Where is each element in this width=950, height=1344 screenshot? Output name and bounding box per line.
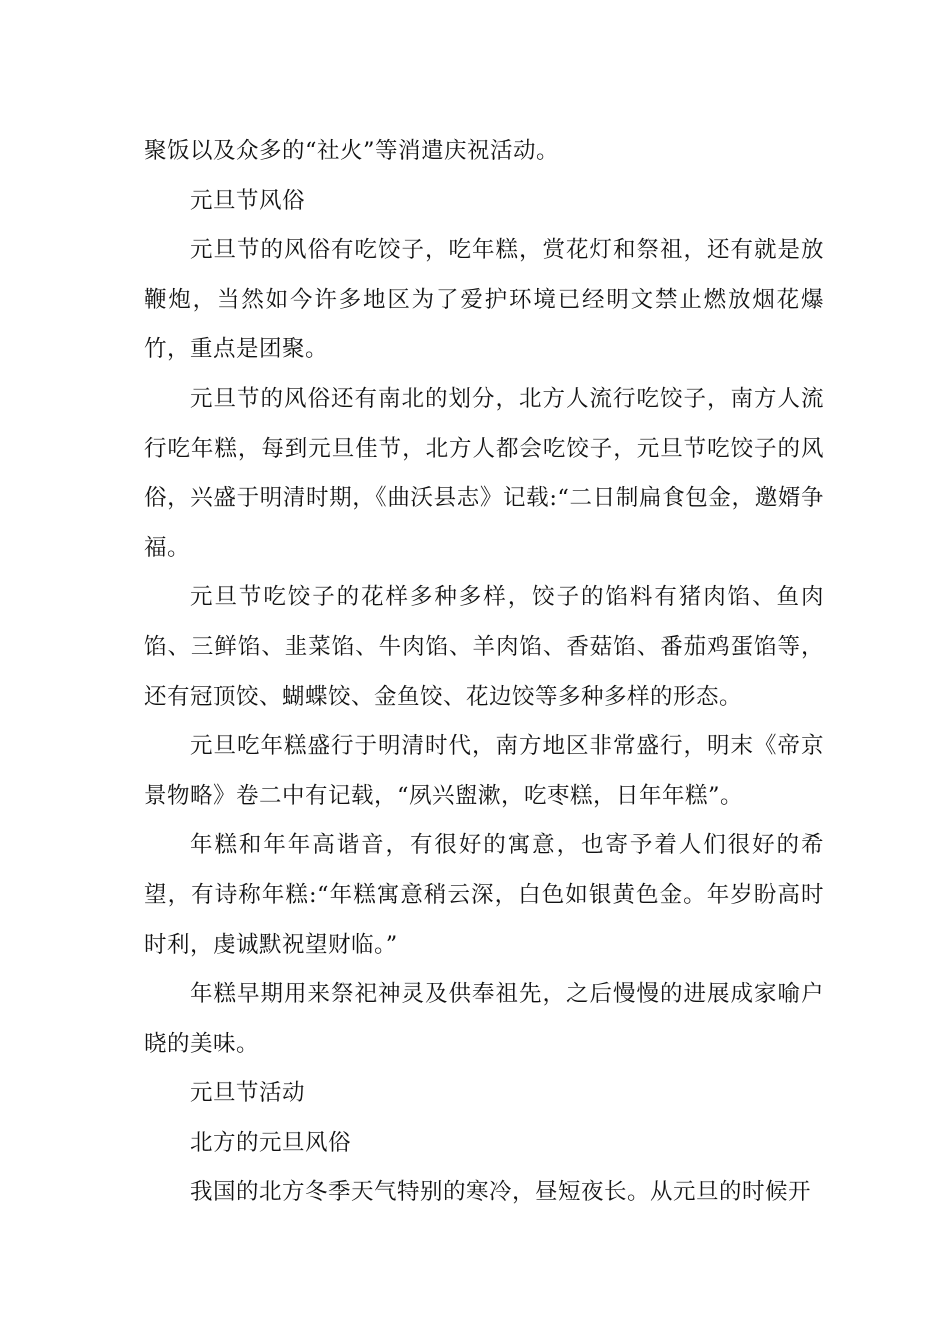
paragraph-nian-gao-origin: 年糕早期用来祭祀神灵及供奉祖先，之后慢慢的进展成家喻户晓的美味。 bbox=[144, 981, 824, 1057]
document-body bbox=[144, 127, 824, 1218]
paragraph-customs-overview: 元旦节的风俗有吃饺子，吃年糕，赏花灯和祭祖，还有就是放鞭炮，当然如今许多地区为了爱护环境已经明文禁止燃放烟花爆竹，重点是团聚。 bbox=[144, 237, 824, 363]
paragraph-continuation: 聚饭以及众多的“社火”等消遣庆祝活动。 bbox=[144, 138, 560, 164]
paragraph-dumpling-varieties: 元旦节吃饺子的花样多种多样，饺子的馅料有猪肉馅、鱼肉馅、三鲜馅、韭菜馅、牛肉馅、羊肉馅、香菇馅、番茄鸡蛋馅等，还有冠顶饺、蝴蝶饺、金鱼饺、花边饺等多种多样的形态。 bbox=[144, 584, 824, 710]
paragraph-nian-gao-history: 元旦吃年糕盛行于明清时代，南方地区非常盛行，明末《帝京景物略》卷二中有记载，“夙兴盥漱，吃枣糕，日年年糕”。 bbox=[144, 733, 824, 809]
section-heading-customs: 元旦节风俗 bbox=[190, 187, 306, 214]
section-heading-activities: 元旦节活动 bbox=[190, 1080, 306, 1107]
paragraph-north-south: 元旦节的风俗还有南北的划分，北方人流行吃饺子，南方人流行吃年糕，每到元旦佳节，北方人都会吃饺子，元旦节吃饺子的风俗，兴盛于明清时期，《曲沃县志》记载:“二日制扁食包金，邀婿争福。 bbox=[144, 385, 824, 561]
paragraph-nian-gao-meaning: 年糕和年年高谐音，有很好的寓意，也寄予着人们很好的希望，有诗称年糕:“年糕寓意稍云深，白色如银黄色金。年岁盼高时时利，虔诚默祝望财临。” bbox=[144, 832, 824, 958]
paragraph-north-winter: 我国的北方冬季天气特别的寒冷，昼短夜长。从元旦的时候开 bbox=[190, 1179, 812, 1206]
subsection-heading-north: 北方的元旦风俗 bbox=[190, 1129, 352, 1156]
